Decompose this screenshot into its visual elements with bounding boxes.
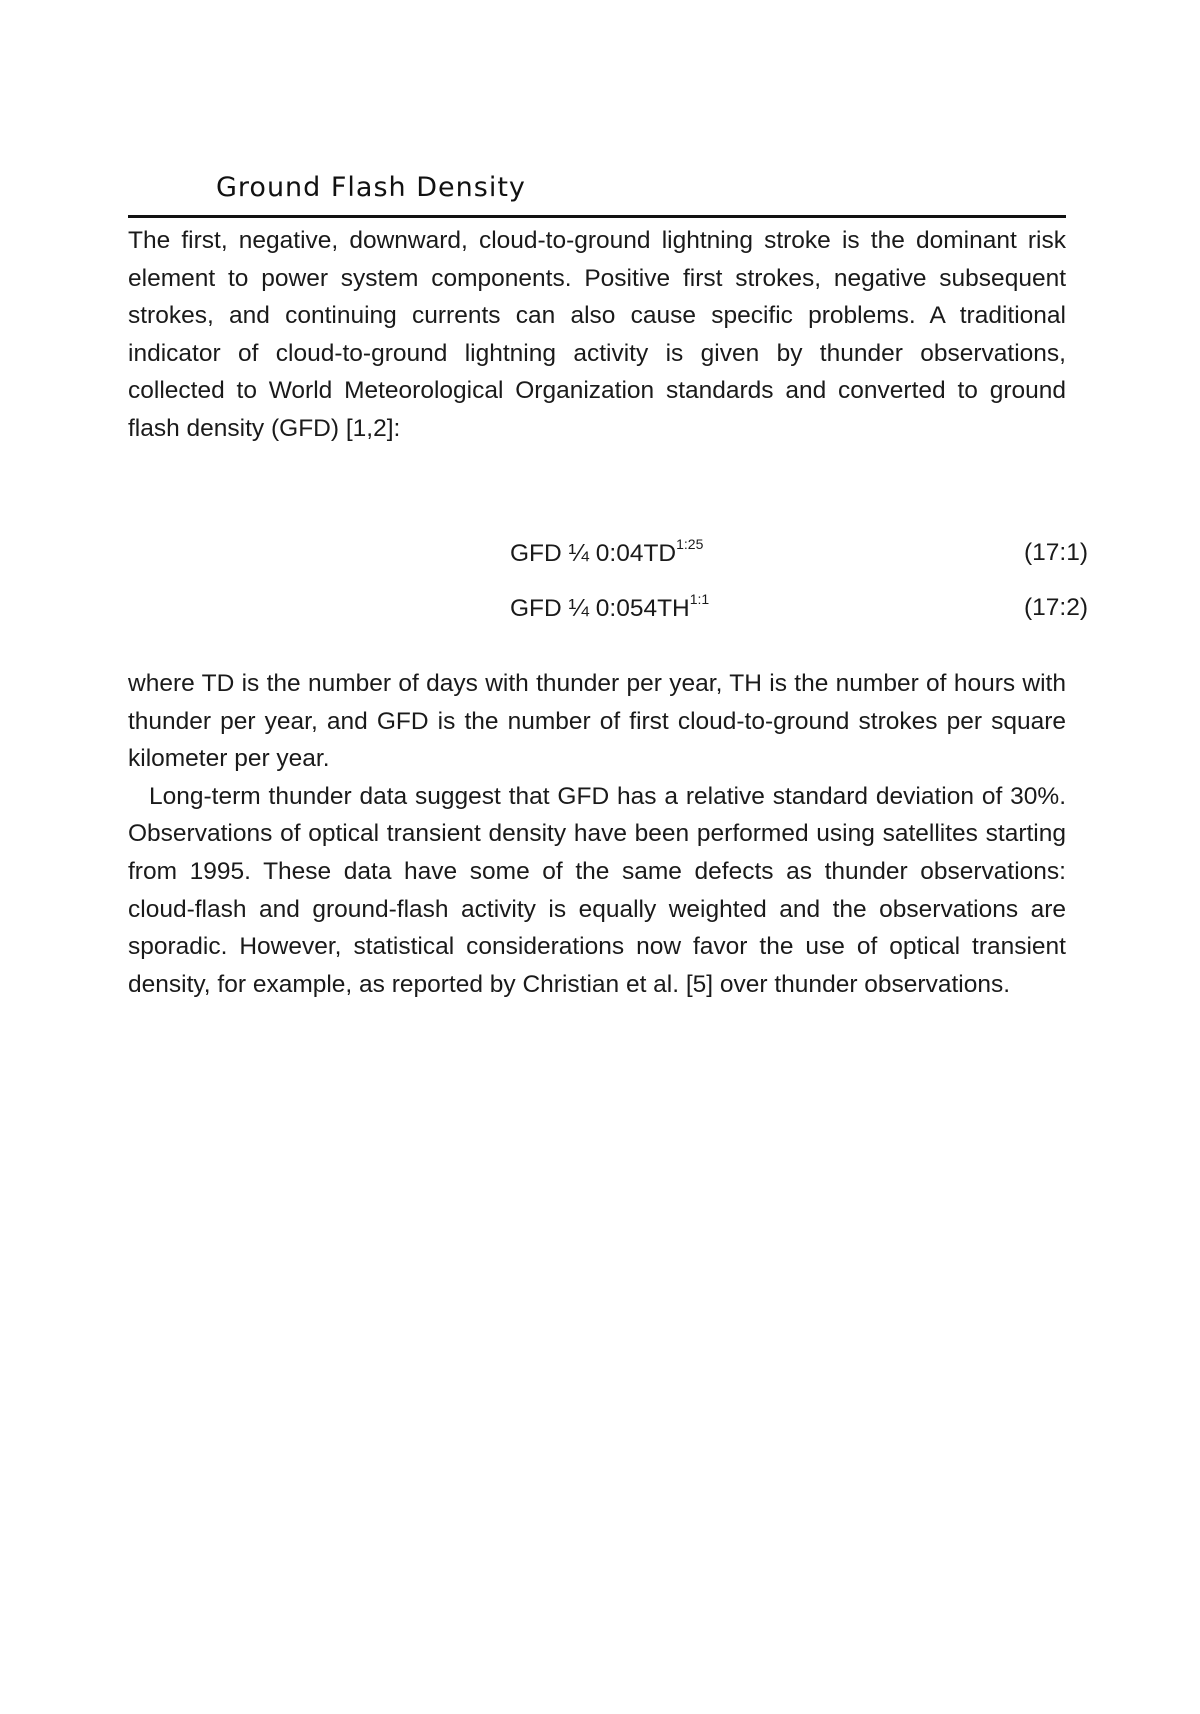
equation-number: (17:2) (1023, 594, 1088, 621)
equation-17-2 (510, 591, 710, 623)
equation-17-1 (510, 536, 704, 568)
title-rule (128, 215, 1066, 218)
equation-number: (17:1) (1023, 539, 1088, 566)
body-paragraphs (128, 665, 1066, 1003)
section-title: Ground Flash Density (216, 172, 526, 203)
equation-exponent: 1:1 (689, 591, 710, 607)
definition-paragraph: where TD is the number of days with thunder per year, TH is the number of hours with thunder per year, and GFD is the number of first cloud-to-ground strokes per square kilometer per year. (128, 670, 1066, 773)
equation-exponent: 1:25 (676, 536, 704, 552)
paragraph-text: The first, negative, downward, cloud-to-ground lightning stroke is the dominant risk element to power system components. Positive first strokes, negative subsequent strokes, and continuing currents can also cause specific problems. A traditional indicator of cloud-to-ground lightning activity is given by thunder observations, collected to World Meteorological Organization standards and converted to ground flash density (GFD) [1,2]: (128, 227, 1066, 442)
intro-paragraph (128, 222, 1066, 448)
discussion-paragraph: Long-term thunder data suggest that GFD has a relative standard deviation of 30%. Observations of optical transient density have been performed using satellites starting from 1995. These data have some of the same defects as thunder observations: cloud-flash and ground-flash activity is equally weighted and the observations are sporadic. However, statistical considerations now favor the use of optical transient density, for example, as reported by Christian et al. [5] over thunder observations. (128, 782, 1066, 998)
equation-base: GFD ¼ 0:04TD (510, 540, 677, 568)
equation-base: GFD ¼ 0:054TH (510, 595, 690, 623)
